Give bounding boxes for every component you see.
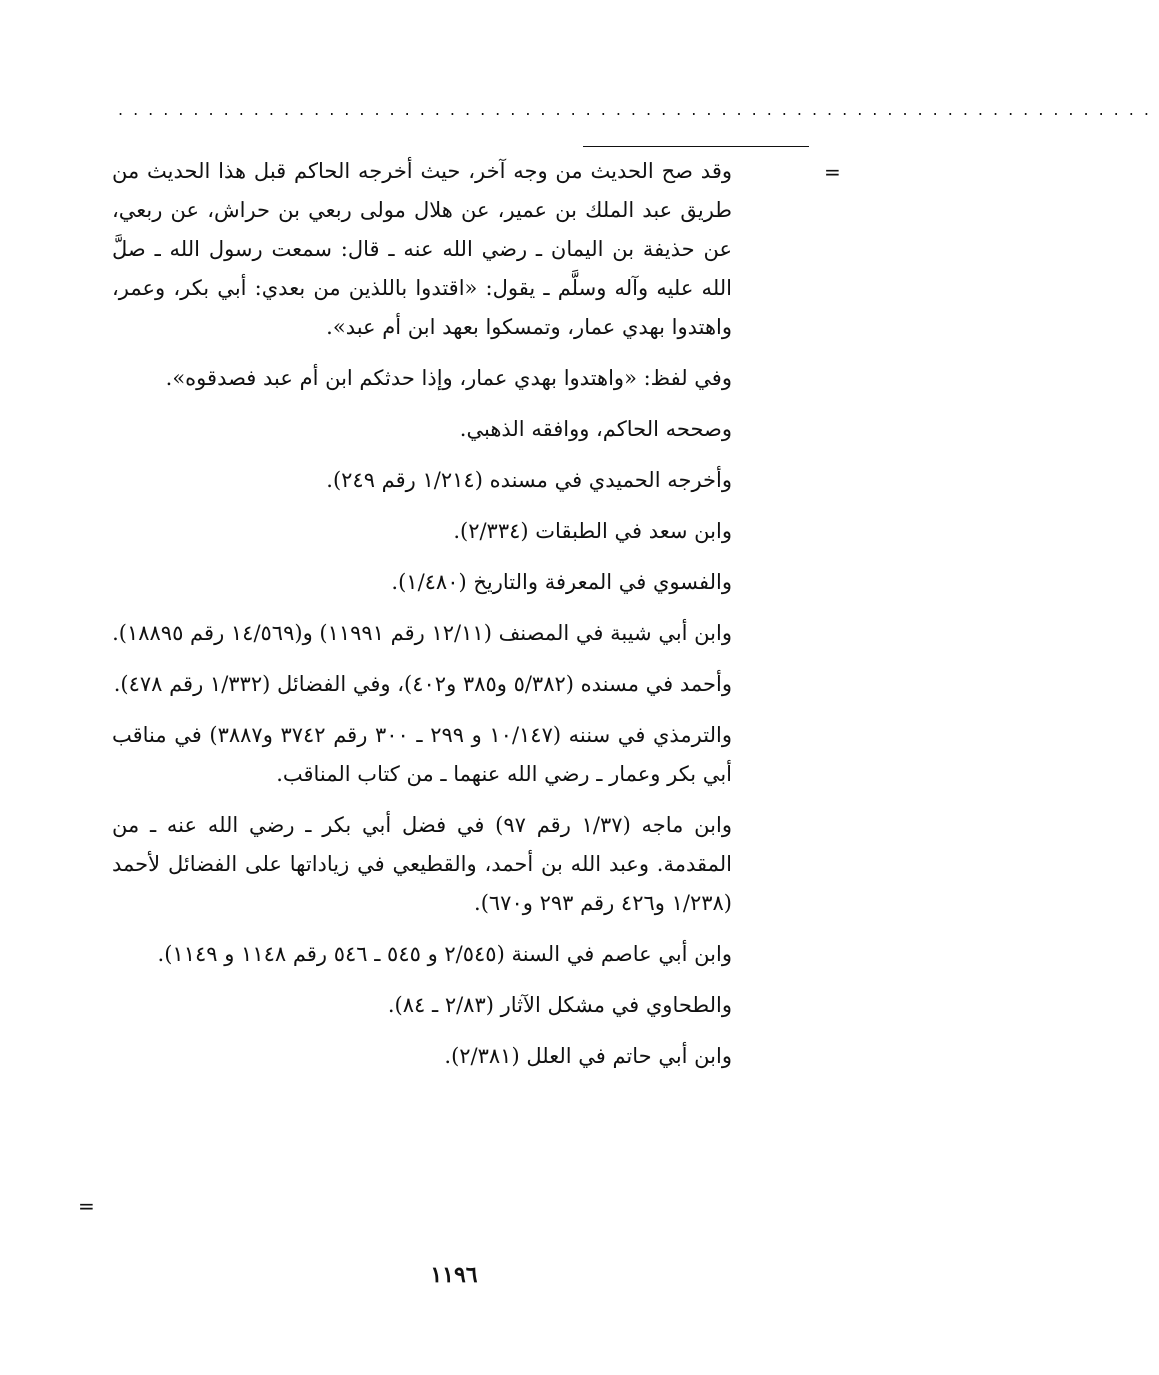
paragraph-fasawi: والفسوي في المعرفة والتاريخ (١/٤٨٠). bbox=[391, 570, 732, 594]
header-dotted-line: ..................................................................... bbox=[118, 100, 1159, 119]
paragraph-humaydi: وأخرجه الحميدي في مسنده (١/٢١٤ رقم ٢٤٩). bbox=[326, 468, 732, 492]
paragraph-ibn-abi-shayba: وابن أبي شيبة في المصنف (١٢/١١ رقم ١١٩٩١) و(١٤/٥٦٩ رقم ١٨٨٩٥). bbox=[112, 621, 732, 645]
margin-mark-left: = bbox=[78, 1194, 95, 1218]
paragraph-hadith-narration: وقد صح الحديث من وجه آخر، حيث أخرجه الحاكم قبل هذا الحديث من طريق عبد الملك بن عمير، عن هلال مولى ربعي بن حراش، عن ربعي، عن حذيفة بن اليمان ـ رضي الله عنه ـ قال: سمعت رسول الله ـ صلَّ الله عليه وآله وسلَّم ـ يقول: «اقتدوا باللذين من بعدي: أبي بكر، وعمر، واهتدوا بهدي عمار، وتمسكوا بعهد ابن أم عبد». bbox=[112, 159, 732, 339]
paragraph-ibn-abi-asim: وابن أبي عاصم في السنة (٢/٥٤٥ و ٥٤٥ ـ ٥٤٦ رقم ١١٤٨ و ١١٤٩). bbox=[157, 942, 732, 966]
page-number: ١١٩٦ bbox=[430, 1262, 478, 1288]
footnote-text bbox=[112, 152, 732, 1088]
margin-mark-right: = bbox=[824, 160, 841, 184]
paragraph-ibn-majah: وابن ماجه (١/٣٧ رقم ٩٧) في فضل أبي بكر ـ رضي الله عنه ـ من المقدمة. وعبد الله بن أحمد، والقطيعي في زياداتها على الفضائل لأحمد (١/٢٣٨ و٤٢٦ رقم ٢٩٣ و٦٧٠). bbox=[112, 813, 732, 915]
paragraph-ibn-saad: وابن سعد في الطبقات (٢/٣٣٤). bbox=[453, 519, 732, 543]
footnote-rule bbox=[583, 146, 809, 147]
paragraph-authentication: وصححه الحاكم، ووافقه الذهبي. bbox=[459, 417, 732, 441]
paragraph-ahmad: وأحمد في مسنده (٥/٣٨٢ و٣٨٥ و٤٠٢)، وفي الفضائل (١/٣٣٢ رقم ٤٧٨). bbox=[113, 672, 732, 696]
paragraph-tahawi: والطحاوي في مشكل الآثار (٢/٨٣ ـ ٨٤). bbox=[387, 993, 732, 1017]
paragraph-ibn-abi-hatim: وابن أبي حاتم في العلل (٢/٣٨١). bbox=[444, 1044, 732, 1068]
paragraph-alternate-wording: وفي لفظ: «واهتدوا بهدي عمار، وإذا حدثكم ابن أم عبد فصدقوه». bbox=[165, 366, 732, 390]
paragraph-tirmidhi: والترمذي في سننه (١٠/١٤٧ و ٢٩٩ ـ ٣٠٠ رقم ٣٧٤٢ و٣٨٨٧) في مناقب أبي بكر وعمار ـ رضي الله عنهما ـ من كتاب المناقب. bbox=[112, 723, 732, 786]
